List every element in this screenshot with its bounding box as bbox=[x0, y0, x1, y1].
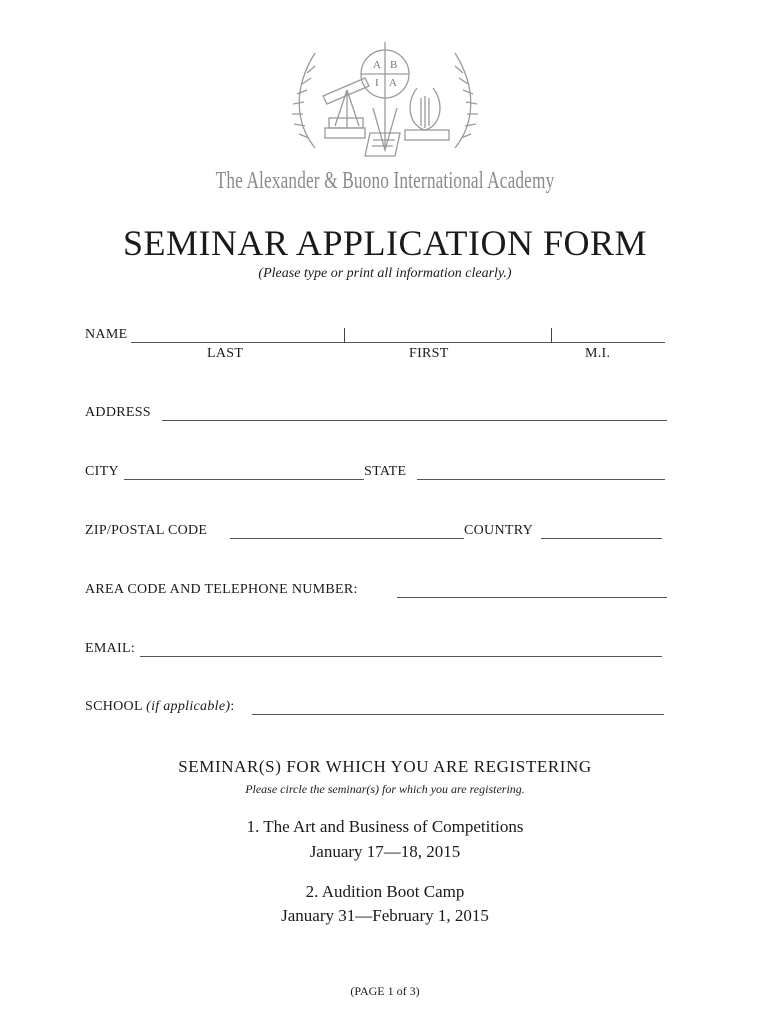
name-label: NAME bbox=[85, 327, 128, 342]
zip-label: ZIP/POSTAL CODE bbox=[85, 523, 208, 538]
first-sublabel: FIRST bbox=[409, 346, 449, 361]
page-number: (PAGE 1 of 3) bbox=[350, 984, 420, 998]
school-note: (if applicable) bbox=[146, 699, 231, 714]
state-field[interactable] bbox=[417, 479, 665, 480]
academy-name: The Alexander & Buono International Academy bbox=[215, 168, 555, 194]
seminar-2-dates: January 31—February 1, 2015 bbox=[281, 906, 489, 925]
form-instruction: (Please type or print all information clearly.) bbox=[258, 266, 512, 281]
seminars-heading: SEMINAR(S) FOR WHICH YOU ARE REGISTERING bbox=[178, 757, 592, 776]
school-label-text: SCHOOL bbox=[85, 699, 143, 714]
email-label: EMAIL: bbox=[85, 641, 136, 656]
last-name-field[interactable] bbox=[131, 342, 344, 343]
seminar-1-title[interactable]: 1. The Art and Business of Competitions bbox=[246, 817, 524, 836]
country-field[interactable] bbox=[541, 538, 662, 539]
email-field[interactable] bbox=[140, 656, 662, 657]
city-field[interactable] bbox=[124, 479, 364, 480]
seminar-2-title[interactable]: 2. Audition Boot Camp bbox=[305, 882, 465, 901]
school-colon: : bbox=[230, 699, 235, 714]
name-divider bbox=[551, 328, 552, 343]
crest-letter-2: B bbox=[390, 59, 398, 71]
country-label: COUNTRY bbox=[464, 523, 533, 538]
phone-field[interactable] bbox=[397, 597, 667, 598]
crest-letter-1: A bbox=[373, 59, 381, 71]
seminar-1-dates: January 17—18, 2015 bbox=[309, 842, 461, 861]
address-label: ADDRESS bbox=[85, 405, 151, 420]
zip-field[interactable] bbox=[230, 538, 464, 539]
seminars-instruction: Please circle the seminar(s) for which you are registering. bbox=[245, 782, 525, 796]
school-field[interactable] bbox=[252, 714, 664, 715]
school-label bbox=[85, 699, 235, 715]
first-name-field[interactable] bbox=[345, 342, 551, 343]
address-field[interactable] bbox=[162, 420, 667, 421]
middle-initial-field[interactable] bbox=[552, 342, 665, 343]
last-sublabel: LAST bbox=[207, 346, 244, 361]
phone-label: AREA CODE AND TELEPHONE NUMBER: bbox=[85, 582, 358, 597]
crest-letter-4: A bbox=[389, 77, 397, 89]
name-divider bbox=[344, 328, 345, 343]
page-title: SEMINAR APPLICATION FORM bbox=[122, 223, 648, 263]
state-label: STATE bbox=[364, 464, 407, 479]
mi-sublabel: M.I. bbox=[585, 346, 611, 361]
academy-crest-logo bbox=[285, 38, 485, 168]
crest-letter-3: I bbox=[375, 77, 379, 89]
city-label: CITY bbox=[85, 464, 119, 479]
